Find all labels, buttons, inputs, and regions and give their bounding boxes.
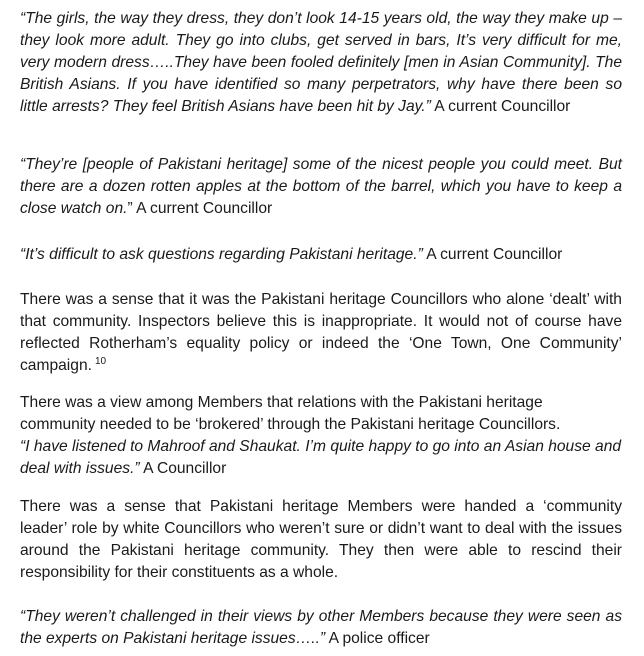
quote-attribution-2: ” A current Councillor <box>127 200 273 217</box>
councillor-quote-3: “It’s difficult to ask questions regarding Pakistani heritage.” <box>20 246 423 263</box>
quote-attribution-4: A Councillor <box>139 460 227 477</box>
footnote-reference: 10 <box>94 356 107 367</box>
quote-paragraph-3 <box>20 244 562 266</box>
quote-attribution-3: A current Councillor <box>422 246 563 263</box>
councillor-quote-1: “The girls, the way they dress, they don’t look 14-15 years old, the way they make up – they look more adult. They go into clubs, get served in bars, It’s very difficult for me, very modern dress…..They have been fooled definitely [men in Asian Community]. The British Asians. If you have identified so many perpetrators, why have there been so little arrests? They feel British Asians have been hit by Jay.” <box>20 10 622 115</box>
quote-attribution-1: A current Councillor <box>430 98 571 115</box>
body-text-leader-role: There was a sense that Pakistani heritage Members were handed a ‘community leader’ role by white Councillors who weren’t sure or didn’t want to deal with the issues around the Pakistani heritage community. They then were able to rescind their responsibility for their constituents as a whole. <box>20 498 622 581</box>
quote-paragraph-police <box>20 606 622 650</box>
councillor-quote-4: “I have listened to Mahroof and Shaukat. I’m quite happy to go into an Asian house and deal with issues.” <box>20 438 622 477</box>
body-paragraph-brokered <box>20 392 622 480</box>
police-officer-quote: “They weren’t challenged in their views by other Members because they were seen as the experts on Pakistani heritage issues…..” <box>20 608 622 647</box>
councillor-quote-2: “They’re [people of Pakistani heritage] some of the nicest people you could meet. But there are a dozen rotten apples at the bottom of the barrel, which you have to keep a close watch on. <box>20 156 622 217</box>
body-paragraph-community <box>20 289 622 377</box>
quote-paragraph-2 <box>20 154 622 220</box>
body-text-brokered: There was a view among Members that relations with the Pakistani heritage community needed to be ‘brokered’ through the Pakistani heritage Councillors. <box>20 394 561 433</box>
body-text-community: There was a sense that it was the Pakistani heritage Councillors who alone ‘dealt’ with that community. Inspectors believe this is inappropriate. It would not of course have reflected Rotherham’s equality policy or indeed the ‘One Town, One Community’ campaign. <box>20 291 622 374</box>
quote-paragraph-1 <box>20 8 622 118</box>
quote-attribution-police: A police officer <box>325 630 430 647</box>
body-paragraph-leader-role <box>20 496 622 584</box>
